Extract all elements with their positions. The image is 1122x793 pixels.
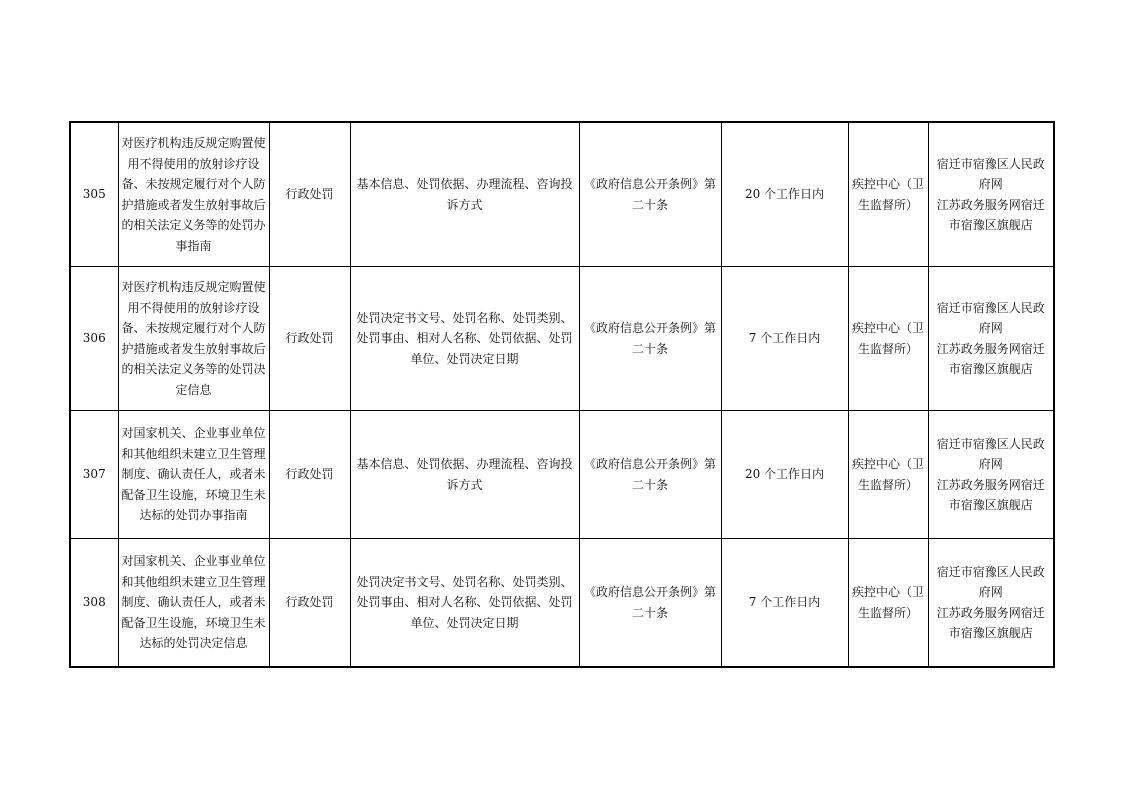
item-name: 对国家机关、企业事业单位和其他组织未建立卫生管理制度、确认责任人，或者未配备卫生设施，环境卫生未达标的处罚决定信息 [118, 539, 269, 668]
legal-basis: 《政府信息公开条例》第二十条 [579, 267, 721, 411]
disclosure-content: 基本信息、处罚依据、办理流程、咨询投诉方式 [350, 411, 579, 539]
disclosure-content: 基本信息、处罚依据、办理流程、咨询投诉方式 [350, 122, 579, 267]
item-name: 对医疗机构违反规定购置使用不得使用的放射诊疗设备、未按规定履行对个人防护措施或者发生放射事故后的相关法定义务等的处罚决定信息 [118, 267, 269, 411]
category: 行政处罚 [269, 267, 350, 411]
table-row [70, 122, 1054, 267]
row-number: 308 [70, 539, 118, 668]
disclosure-subject: 疾控中心（卫生监督所） [848, 122, 928, 267]
time-limit: 20 个工作日内 [721, 411, 848, 539]
legal-basis: 《政府信息公开条例》第二十条 [579, 122, 721, 267]
legal-basis: 《政府信息公开条例》第二十条 [579, 411, 721, 539]
category: 行政处罚 [269, 122, 350, 267]
category: 行政处罚 [269, 539, 350, 668]
disclosure-channel: 宿迁市宿豫区人民政府网 江苏政务服务网宿迁市宿豫区旗舰店 [928, 411, 1054, 539]
table-row [70, 539, 1054, 668]
disclosure-subject: 疾控中心（卫生监督所） [848, 267, 928, 411]
row-number: 307 [70, 411, 118, 539]
legal-basis: 《政府信息公开条例》第二十条 [579, 539, 721, 668]
category: 行政处罚 [269, 411, 350, 539]
item-name: 对医疗机构违反规定购置使用不得使用的放射诊疗设备、未按规定履行对个人防护措施或者发生放射事故后的相关法定义务等的处罚办事指南 [118, 122, 269, 267]
table-row [70, 267, 1054, 411]
disclosure-channel: 宿迁市宿豫区人民政府网 江苏政务服务网宿迁市宿豫区旗舰店 [928, 267, 1054, 411]
disclosure-content: 处罚决定书文号、处罚名称、处罚类别、处罚事由、相对人名称、处罚依据、处罚单位、处罚决定日期 [350, 539, 579, 668]
item-name: 对国家机关、企业事业单位和其他组织未建立卫生管理制度、确认责任人，或者未配备卫生设施，环境卫生未达标的处罚办事指南 [118, 411, 269, 539]
time-limit: 7 个工作日内 [721, 267, 848, 411]
time-limit: 7 个工作日内 [721, 539, 848, 668]
row-number: 305 [70, 122, 118, 267]
disclosure-subject: 疾控中心（卫生监督所） [848, 411, 928, 539]
table-row [70, 411, 1054, 539]
row-number: 306 [70, 267, 118, 411]
disclosure-channel: 宿迁市宿豫区人民政府网 江苏政务服务网宿迁市宿豫区旗舰店 [928, 122, 1054, 267]
disclosure-content: 处罚决定书文号、处罚名称、处罚类别、处罚事由、相对人名称、处罚依据、处罚单位、处罚决定日期 [350, 267, 579, 411]
disclosure-subject: 疾控中心（卫生监督所） [848, 539, 928, 668]
time-limit: 20 个工作日内 [721, 122, 848, 267]
disclosure-table [69, 121, 1055, 668]
disclosure-channel: 宿迁市宿豫区人民政府网 江苏政务服务网宿迁市宿豫区旗舰店 [928, 539, 1054, 668]
